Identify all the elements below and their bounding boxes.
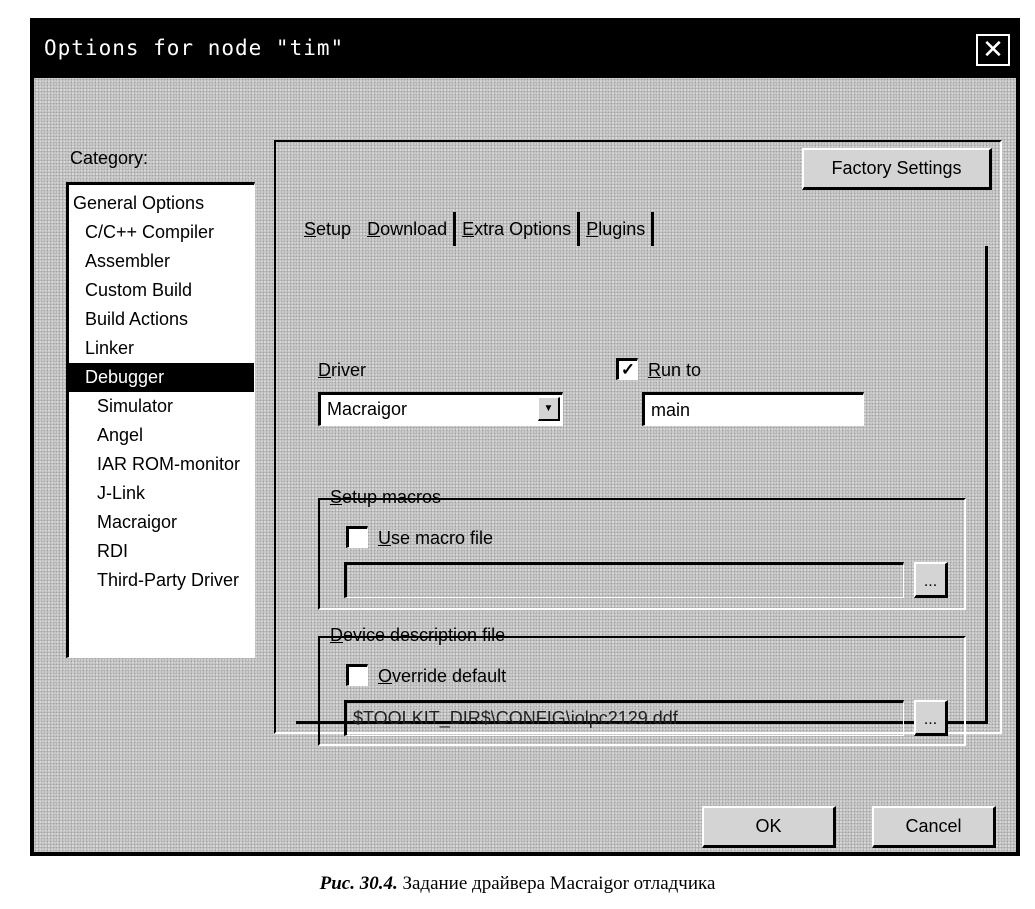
chevron-down-icon[interactable]: ▼ xyxy=(538,397,560,421)
category-item[interactable]: Angel xyxy=(97,425,144,445)
device-description-title: Device description file xyxy=(330,625,506,645)
category-item[interactable]: Assembler xyxy=(85,251,171,271)
cancel-button[interactable]: Cancel xyxy=(872,806,996,848)
category-item[interactable]: Custom Build xyxy=(85,280,193,300)
tab-strip xyxy=(298,212,654,248)
device-browse-button[interactable]: ... xyxy=(914,700,948,736)
run-to-checkbox[interactable] xyxy=(616,358,638,380)
category-label: Category: xyxy=(70,148,149,168)
driver-label: Driver xyxy=(318,360,366,380)
use-macro-label: Use macro file xyxy=(378,528,494,548)
factory-settings-button[interactable]: Factory Settings xyxy=(802,148,992,190)
category-item[interactable]: Macraigor xyxy=(97,512,178,532)
device-file-input[interactable]: $TOOLKIT_DIR$\CONFIG\iolpc2129.ddf xyxy=(344,700,904,736)
dialog-body xyxy=(34,78,1016,852)
override-default-checkbox[interactable] xyxy=(346,664,368,686)
options-panel xyxy=(274,140,1002,734)
macro-browse-button[interactable]: ... xyxy=(914,562,948,598)
checkmark-icon: ✓ xyxy=(620,360,636,379)
driver-select[interactable] xyxy=(318,392,563,426)
close-icon: ✕ xyxy=(982,35,1004,65)
setup-macros-title: Setup macros xyxy=(330,487,442,507)
category-item[interactable]: Linker xyxy=(85,338,135,358)
options-dialog xyxy=(30,18,1020,856)
use-macro-checkbox[interactable] xyxy=(346,526,368,548)
category-item[interactable]: Third-Party Driver xyxy=(97,570,240,590)
close-button[interactable] xyxy=(976,34,1010,66)
category-item[interactable]: RDI xyxy=(97,541,128,561)
window-title: Options for node "tim" xyxy=(44,36,345,60)
title-bar[interactable] xyxy=(34,22,1016,78)
category-item[interactable]: J-Link xyxy=(97,483,146,503)
category-item[interactable]: IAR ROM-monitor xyxy=(97,454,241,474)
run-to-input[interactable]: main xyxy=(642,392,864,426)
tab-setup[interactable]: Setup xyxy=(304,219,352,239)
category-item[interactable]: Debugger xyxy=(69,363,254,392)
ok-button[interactable]: OK xyxy=(702,806,836,848)
category-item[interactable]: General Options xyxy=(73,193,205,213)
category-list[interactable] xyxy=(66,182,255,658)
tab-plugins[interactable]: Plugins xyxy=(580,212,654,246)
figure-caption xyxy=(0,873,1035,895)
caption-prefix: Рис. 30.4. xyxy=(319,873,398,894)
tab-download[interactable]: Download xyxy=(361,212,456,246)
override-default-label: Override default xyxy=(378,666,507,686)
tab-extra-options[interactable]: Extra Options xyxy=(456,212,580,246)
category-item[interactable]: Build Actions xyxy=(85,309,189,329)
category-item[interactable]: C/C++ Compiler xyxy=(85,222,215,242)
setup-macros-group xyxy=(318,487,966,610)
macro-file-input[interactable] xyxy=(344,562,904,598)
device-description-group xyxy=(318,625,966,746)
driver-select-value: Macraigor xyxy=(327,399,408,419)
run-to-label: Run to xyxy=(648,360,702,380)
caption-text: Задание драйвера Macraigor отладчика xyxy=(397,873,716,894)
category-item[interactable]: Simulator xyxy=(97,396,174,416)
